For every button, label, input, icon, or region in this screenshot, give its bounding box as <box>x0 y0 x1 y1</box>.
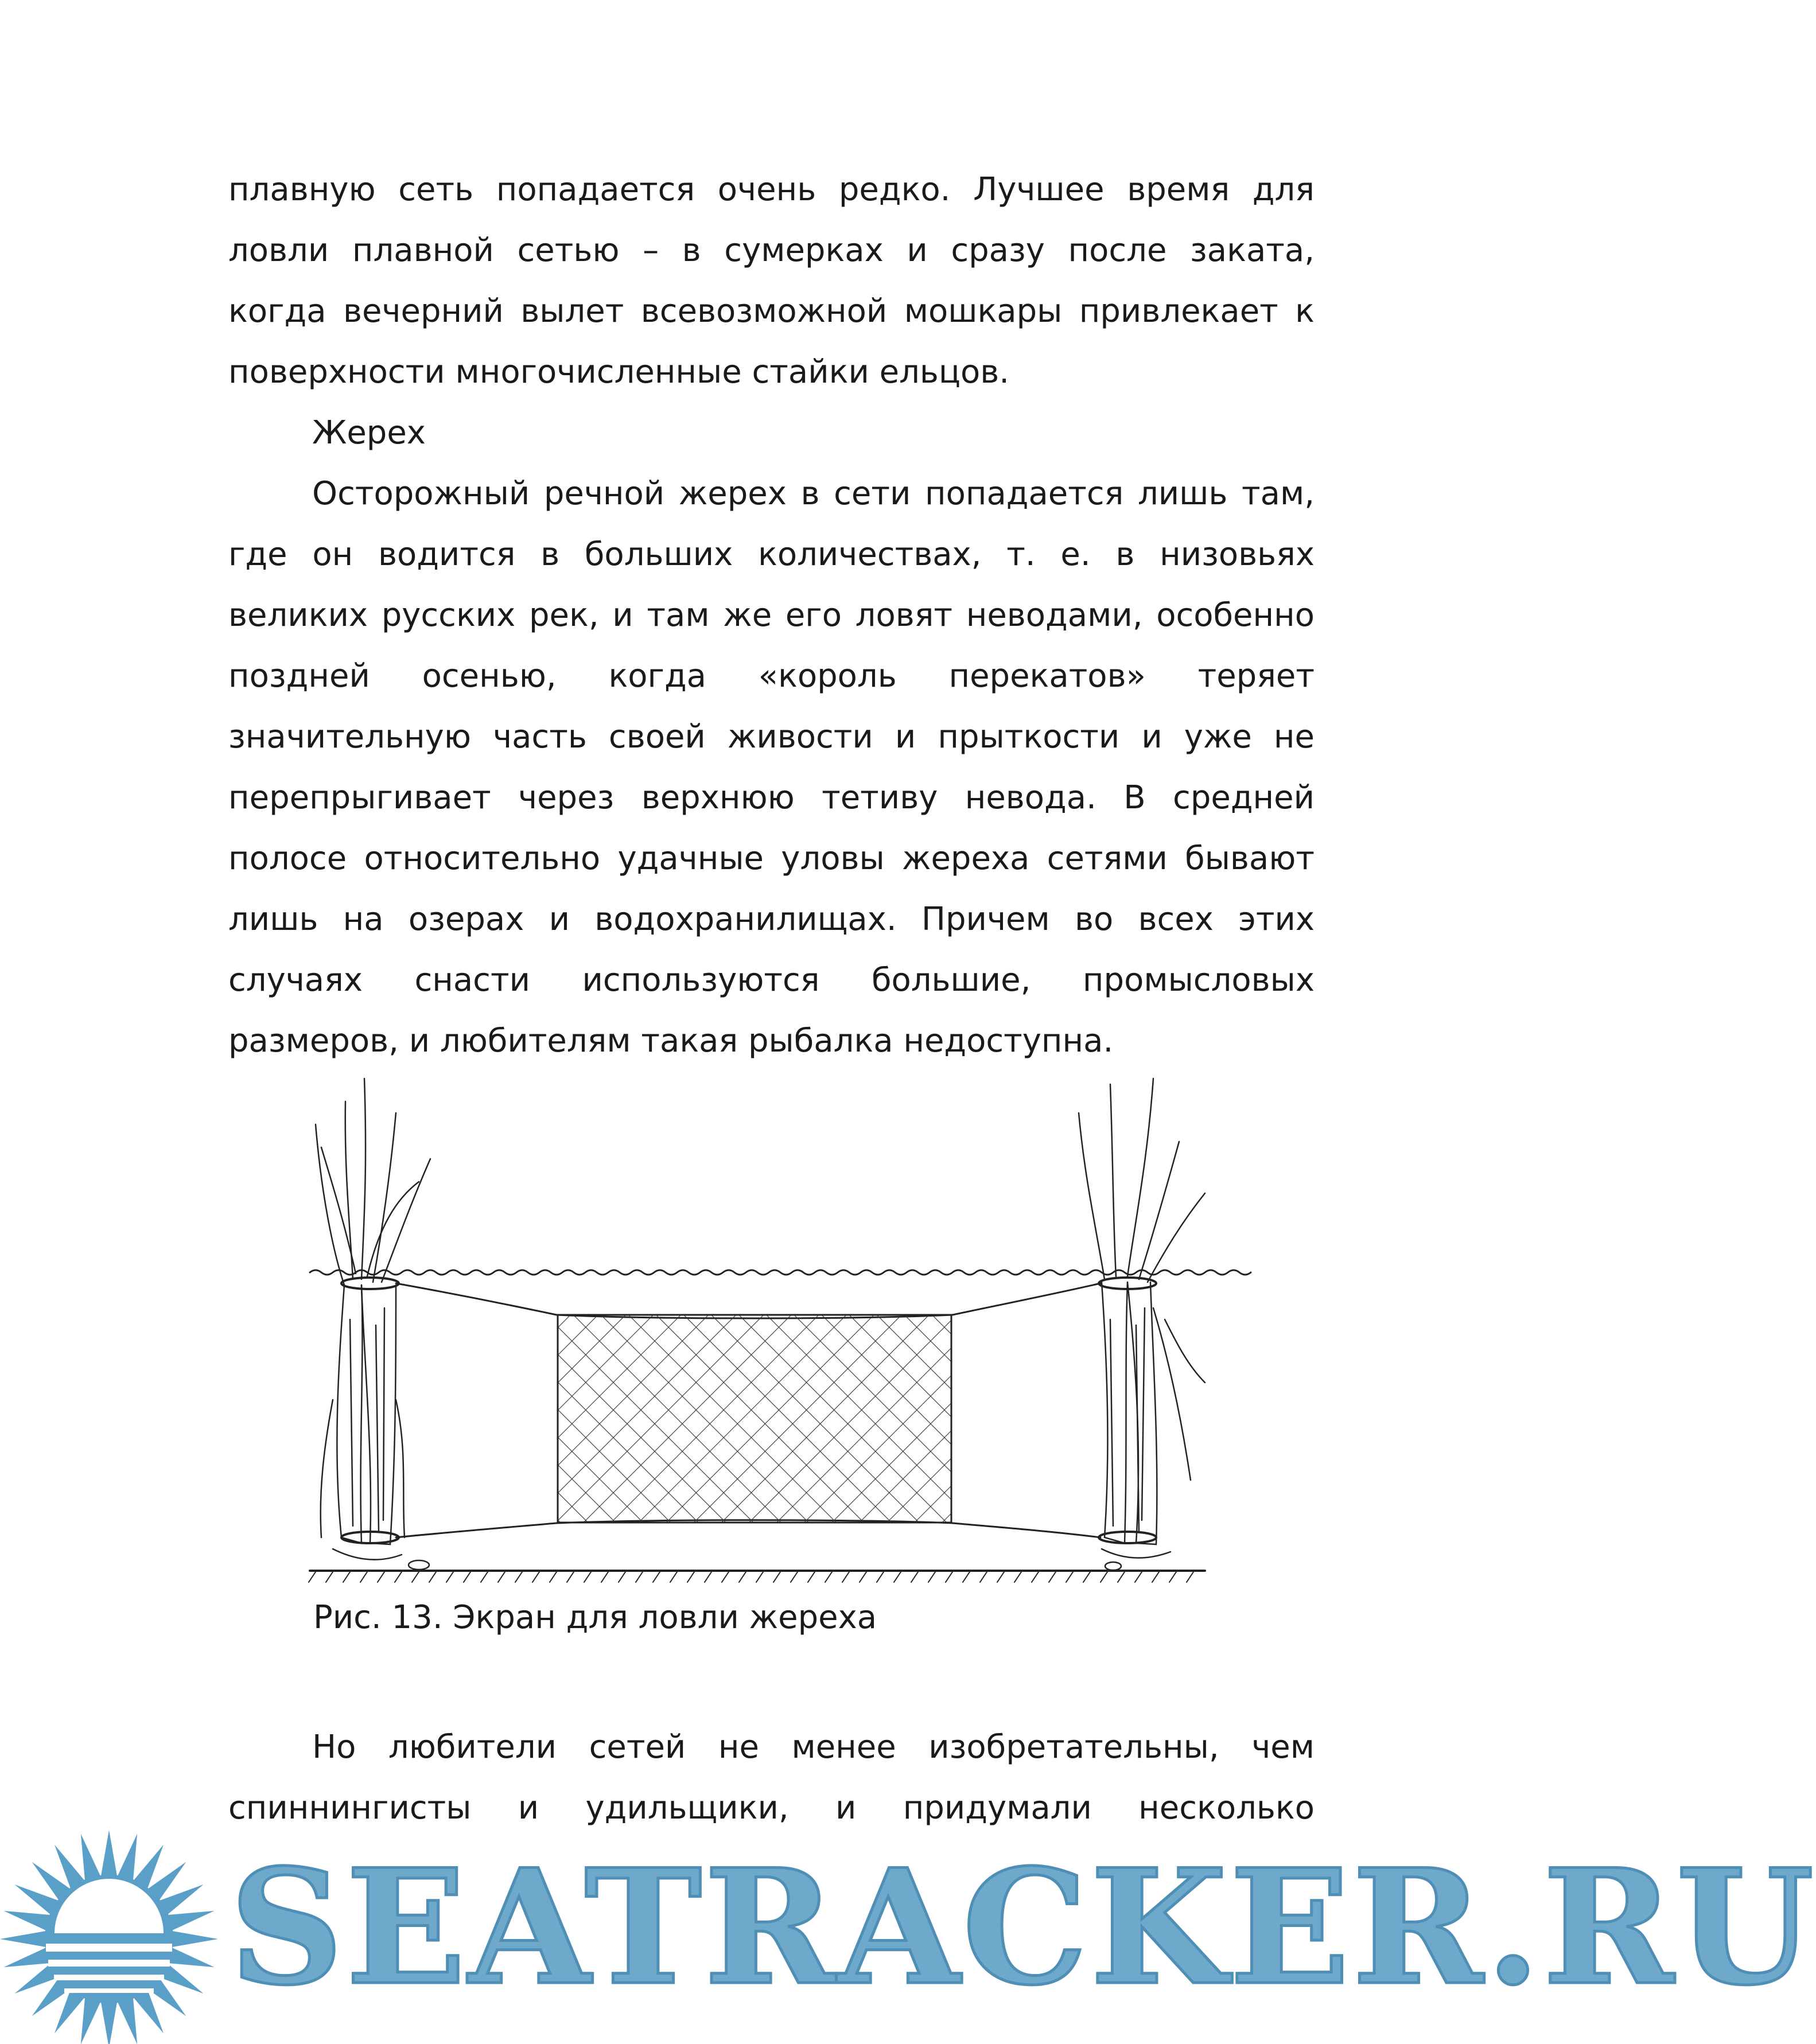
right-reed-clump <box>1079 1079 1205 1558</box>
text-line: поверхности многочисленные стайки ельцов. <box>228 353 1010 391</box>
text-line: когда вечерний вылет всевозможной мошкары привлекает к <box>228 293 1315 330</box>
left-reed-clump <box>316 1079 430 1560</box>
text-line: размеров, и любителям такая рыбалка недоступна. <box>228 1022 1114 1060</box>
bottom-rope <box>396 1523 1101 1537</box>
section-heading: Жерех <box>312 414 426 451</box>
text-line: Осторожный речной жерех в сети попадается лишь там, <box>312 475 1315 512</box>
sun-logo-icon <box>0 1830 218 2044</box>
text-line: перепрыгивает через верхнюю тетиву невода. В средней <box>228 779 1315 816</box>
text-line: случаях снасти используются большие, промысловых <box>228 961 1315 999</box>
top-rope <box>396 1283 1101 1315</box>
net-screen-illustration <box>310 1079 1214 1583</box>
watermark-text: SEATRACKER.RU <box>230 1835 1816 2020</box>
text-line: поздней осенью, когда «король перекатов» теряет <box>228 657 1315 695</box>
text-line: ловли плавной сетью – в сумерках и сразу после заката, <box>228 232 1315 269</box>
text-line: Но любители сетей не менее изобретательны, чем <box>312 1728 1315 1766</box>
text-block-upper <box>228 159 1315 1072</box>
text-line: где он водится в больших количествах, т. е. в низовьях <box>228 536 1315 573</box>
text-line: полосе относительно удачные уловы жереха сетями бывают <box>228 840 1315 877</box>
text-block-lower <box>228 1717 1315 1839</box>
text-line: значительную часть своей живости и прыткости и уже не <box>228 718 1315 756</box>
text-line: спиннингисты и удильщики, и придумали несколько <box>228 1789 1315 1827</box>
water-surface <box>310 1270 1251 1275</box>
text-line: великих русских рек, и там же его ловят неводами, особенно <box>228 597 1315 634</box>
net-mesh <box>558 1315 951 1523</box>
text-line: лишь на озерах и водохранилищах. Причем во всех этих <box>228 901 1315 938</box>
figure-caption: Рис. 13. Экран для ловли жереха <box>313 1599 877 1636</box>
text-line: плавную сеть попадается очень редко. Лучшее время для <box>228 171 1315 208</box>
